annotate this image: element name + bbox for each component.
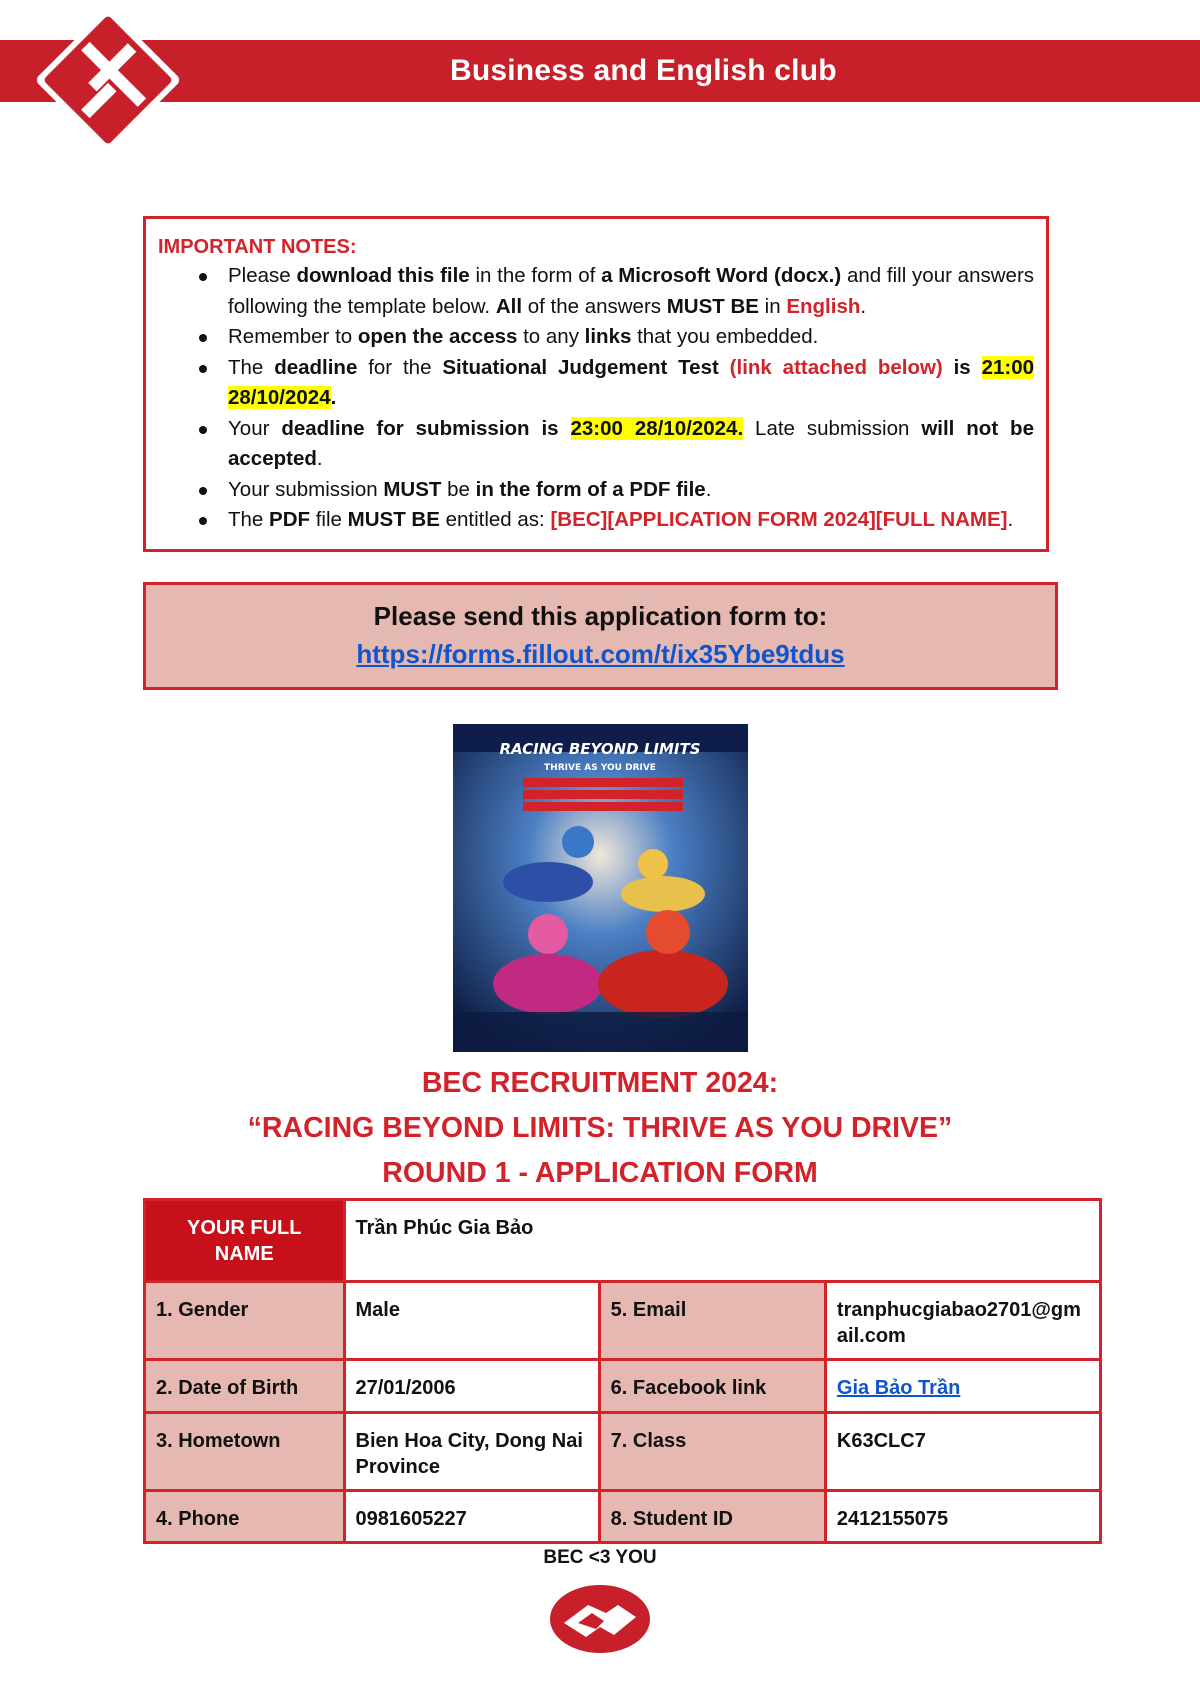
gender-value: Male (344, 1282, 599, 1360)
bullet-icon (199, 517, 207, 525)
hometown-label: 3. Hometown (145, 1413, 345, 1491)
note-item-test-deadline: The deadline for the Situational Judgement Test (link attached below) is 21:00 28/10/2024. (158, 353, 1034, 414)
bullet-icon (199, 487, 207, 495)
header-title: Business and English club (450, 54, 837, 87)
class-label: 7. Class (599, 1413, 825, 1491)
hometown-value: Bien Hoa City, Dong Nai Province (344, 1413, 599, 1491)
send-label: Please send this application form to: (373, 601, 828, 631)
full-name-value: Trần Phúc Gia Bảo (344, 1200, 1101, 1282)
student-id-value: 2412155075 (825, 1491, 1100, 1543)
note-item-access: Remember to open the access to any links that you embedded. (158, 322, 1034, 353)
note-item-download: Please download this file in the form of a Microsoft Word (docx.) and fill your answers following the template below. All of the answers MUST BE in English. (158, 261, 1034, 322)
notes-list (158, 261, 1034, 536)
table-row (145, 1200, 1101, 1282)
important-notes-box (143, 216, 1049, 552)
bullet-icon (199, 334, 207, 342)
table-row (145, 1491, 1101, 1543)
recruitment-title: BEC RECRUITMENT 2024: (421, 1067, 779, 1099)
phone-label: 4. Phone (145, 1491, 345, 1543)
full-name-label: YOUR FULL NAME (145, 1200, 345, 1282)
round-title: ROUND 1 - APPLICATION FORM (382, 1157, 818, 1189)
dob-label: 2. Date of Birth (145, 1360, 345, 1413)
recruitment-poster-image (453, 724, 748, 1052)
gender-label: 1. Gender (145, 1282, 345, 1360)
dob-value: 27/01/2006 (344, 1360, 599, 1413)
table-row (145, 1282, 1101, 1360)
student-id-label: 8. Student ID (599, 1491, 825, 1543)
table-row (145, 1413, 1101, 1491)
footer-text: BEC <3 YOU (543, 1547, 657, 1568)
poster-subtitle: THRIVE AS YOU DRIVE (544, 763, 656, 773)
bullet-icon (199, 426, 207, 434)
note-item-pdf: Your submission MUST be in the form of a PDF file. (158, 475, 1034, 506)
application-form-table (143, 1198, 1102, 1544)
email-label: 5. Email (599, 1282, 825, 1360)
bullet-icon (199, 365, 207, 373)
bullet-icon (199, 273, 207, 281)
notes-heading: IMPORTANT NOTES: (158, 236, 357, 258)
bec-logo-icon (0, 0, 200, 160)
facebook-link[interactable]: Gia Bảo Trần (836, 1377, 961, 1399)
note-item-filename: The PDF file MUST BE entitled as: [BEC][APPLICATION FORM 2024][FULL NAME]. (158, 505, 1034, 536)
table-row (145, 1360, 1101, 1413)
facebook-label: 6. Facebook link (599, 1360, 825, 1413)
email-value: tranphucgiabao2701@gmail.com (825, 1282, 1100, 1360)
note-item-submission-deadline: Your deadline for submission is 23:00 28/10/2024. Late submission will not be accepted. (158, 414, 1034, 475)
send-form-box (143, 582, 1058, 690)
phone-value: 0981605227 (344, 1491, 599, 1543)
poster-title: RACING BEYOND LIMITS (499, 740, 701, 758)
bec-footer-logo-icon (548, 1583, 652, 1655)
class-value: K63CLC7 (825, 1413, 1100, 1491)
recruitment-theme: “RACING BEYOND LIMITS: THRIVE AS YOU DRIVE” (247, 1112, 953, 1144)
application-form-link[interactable]: https://forms.fillout.com/t/ix35Ybe9tdus (356, 639, 845, 669)
